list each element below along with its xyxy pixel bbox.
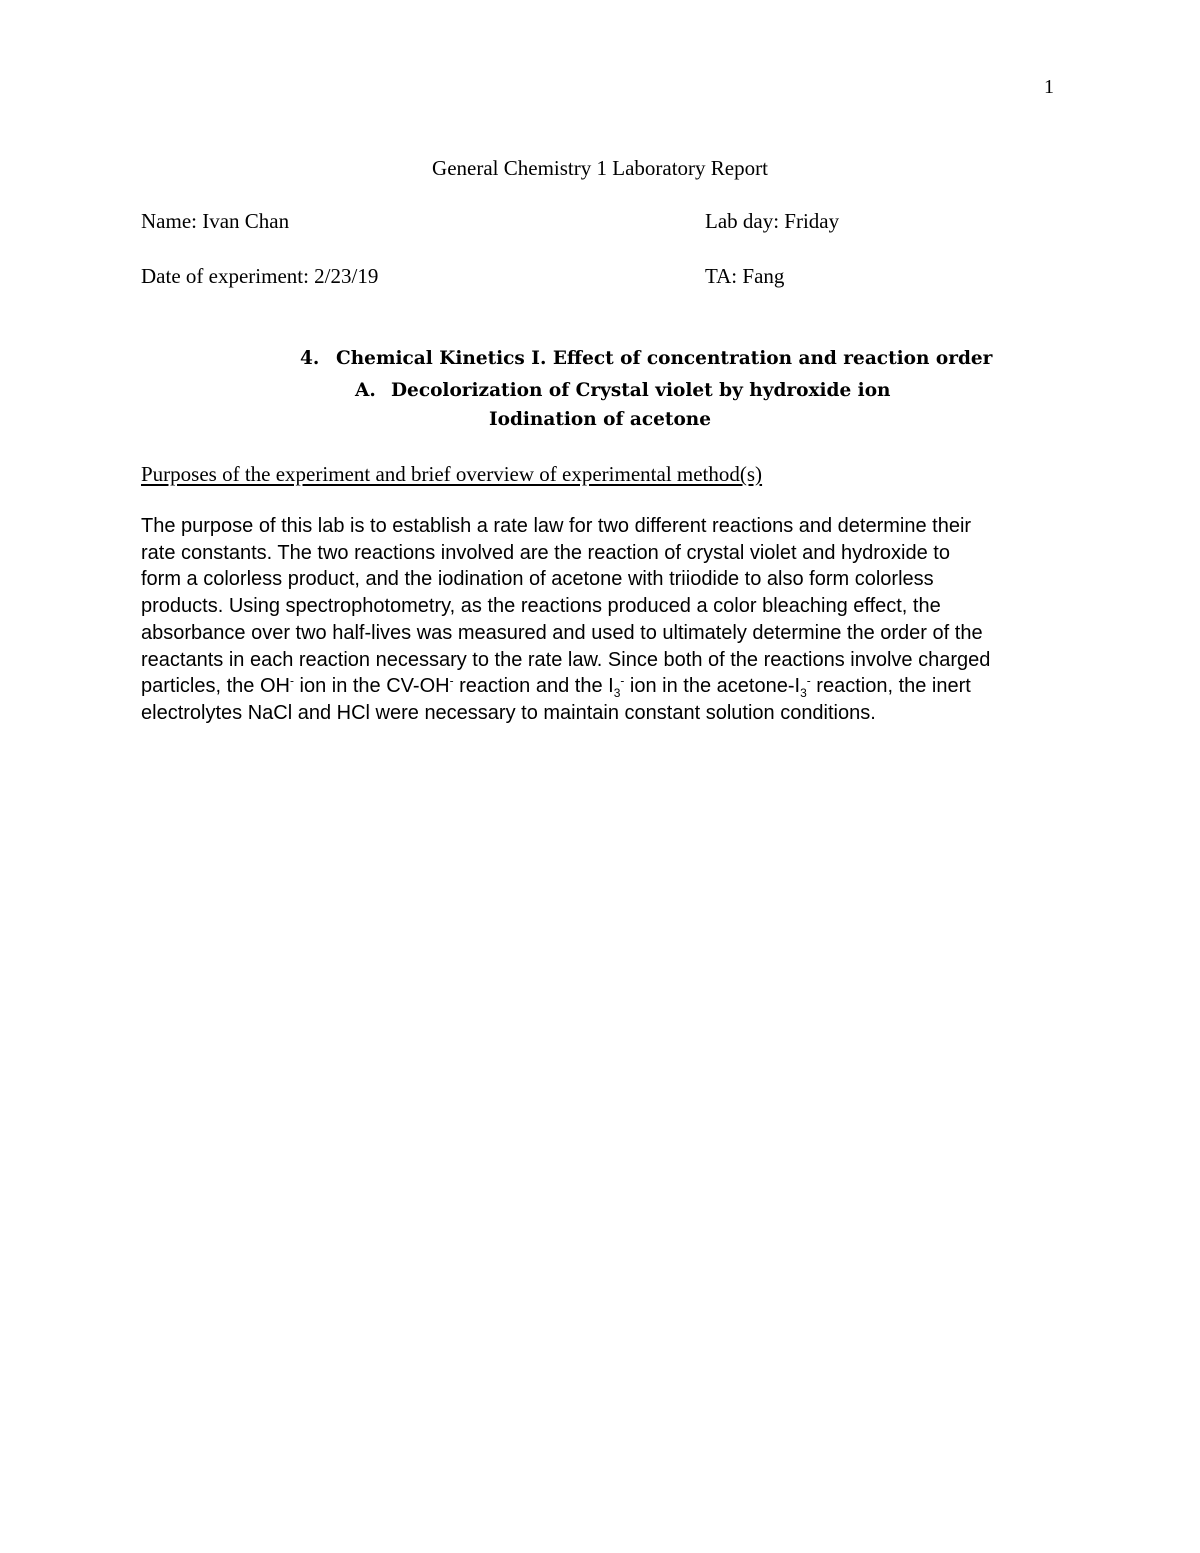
text-fragment: particles, the OH bbox=[141, 675, 290, 698]
superscript: - bbox=[289, 673, 294, 688]
report-title: General Chemistry 1 Laboratory Report bbox=[432, 156, 768, 180]
subscript: 3 bbox=[613, 686, 621, 701]
body-paragraph bbox=[141, 513, 1046, 727]
text-fragment: ion in the CV-OH bbox=[293, 675, 450, 698]
student-name: Name: Ivan Chan bbox=[141, 209, 290, 233]
body-line: products. Using spectrophotometry, as the reactions produced a color bleaching effect, the bbox=[141, 595, 941, 618]
body-line: electrolytes NaCl and HCl were necessary to maintain constant solution conditions. bbox=[141, 701, 876, 724]
experiment-date: Date of experiment: 2/23/19 bbox=[141, 264, 379, 288]
body-line: reactants in each reaction necessary to the rate law. Since both of the reactions involve charged bbox=[141, 648, 991, 671]
page-number: 1 bbox=[1044, 76, 1054, 98]
experiment-heading bbox=[300, 348, 992, 369]
part-letter: A. bbox=[355, 380, 376, 401]
ta-name: TA: Fang bbox=[705, 264, 785, 288]
body-line: form a colorless product, and the iodination of acetone with triiodide to also form colorless bbox=[141, 568, 934, 591]
text-fragment: reaction and the I bbox=[453, 675, 614, 698]
superscript: - bbox=[620, 673, 625, 688]
text-fragment: ion in the acetone-I bbox=[624, 675, 801, 698]
superscript: - bbox=[449, 673, 454, 688]
subscript: 3 bbox=[800, 686, 807, 701]
body-line: absorbance over two half-lives was measured and used to ultimately determine the order of the bbox=[141, 621, 983, 644]
experiment-number: 4. bbox=[300, 348, 320, 369]
text-fragment: reaction, the inert bbox=[810, 675, 971, 698]
section-heading: Purposes of the experiment and brief overview of experimental method(s) bbox=[141, 462, 763, 486]
body-line: The purpose of this lab is to establish a rate law for two different reactions and determine their bbox=[141, 515, 972, 537]
part-title: Decolorization of Crystal violet by hydroxide ion bbox=[391, 380, 891, 401]
part-heading-2: Iodination of acetone bbox=[488, 409, 712, 430]
lab-day: Lab day: Friday bbox=[705, 209, 840, 233]
part-heading bbox=[355, 380, 891, 401]
superscript: - bbox=[806, 673, 811, 688]
experiment-title: Chemical Kinetics I. Effect of concentration and reaction order bbox=[336, 348, 993, 369]
body-line: rate constants. The two reactions involved are the reaction of crystal violet and hydroxide to bbox=[141, 541, 950, 564]
body-line-with-formulas bbox=[141, 673, 1046, 700]
